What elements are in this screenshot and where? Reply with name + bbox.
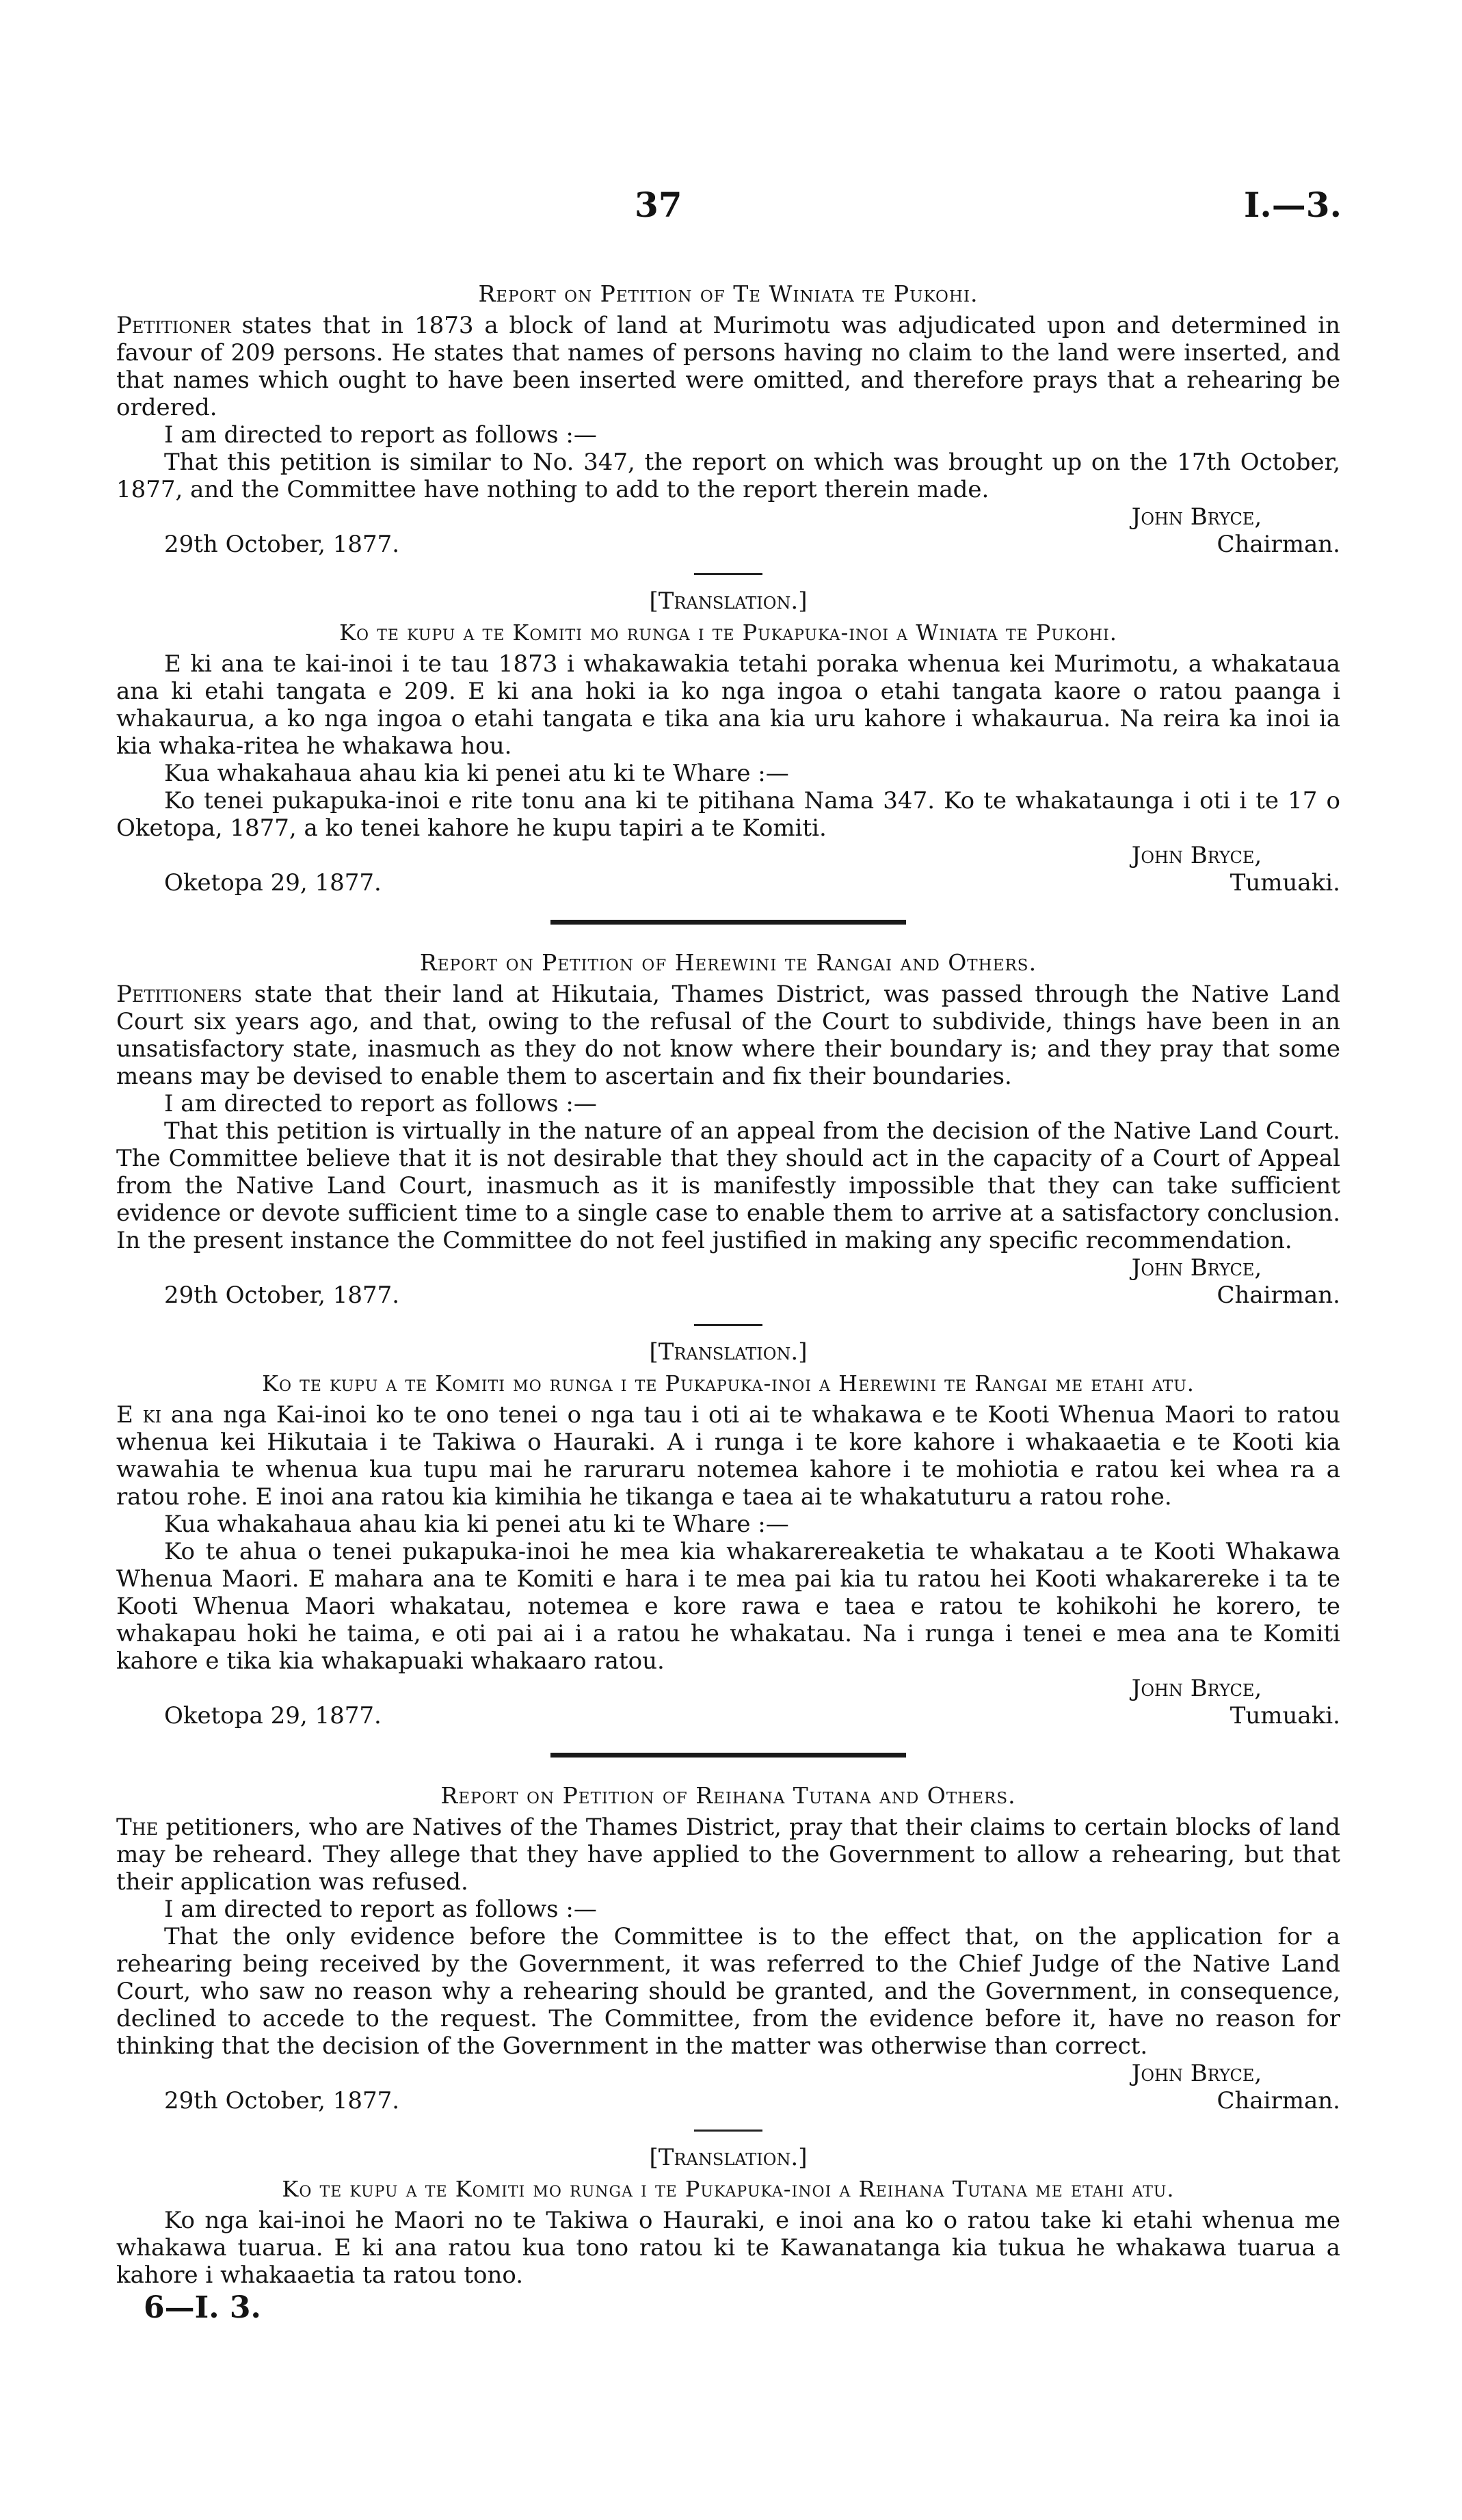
signer-name: John Bryce,	[1131, 1675, 1262, 1702]
report-herewini	[116, 949, 1340, 1309]
short-divider	[694, 573, 762, 575]
signature-block	[116, 1675, 1340, 1729]
paragraph-text: state that their land at Hikutaia, Thames District, was passed through the Native Land Court six years ago, and that, owing to the refusal of the Court to subdivide, things have been in an unsatisfactory state, inasmuch as they do not know where their boundary is; and they pray that some means may be devised to enable them to ascertain and fix their boundaries.	[116, 981, 1340, 1090]
report-date: 29th October, 1877.	[164, 1282, 400, 1309]
signer-role: Chairman.	[1217, 531, 1340, 558]
paragraph-text: petitioners, who are Natives of the Thames District, pray that their claims to certain blocks of land may be reheard. They allege that they have applied to the Government to allow a rehearing, but that their application was refused.	[116, 1814, 1340, 1896]
signer-role: Tumuaki.	[1230, 869, 1340, 897]
translation-label: [Translation.]	[649, 2144, 808, 2171]
paper-reference: I.—3.	[1244, 185, 1342, 225]
lead-word: The	[116, 1814, 159, 1841]
report-date: Oketopa 29, 1877.	[164, 869, 382, 897]
paragraph	[116, 981, 1340, 1090]
section-title: Ko te kupu a te Komiti mo runga i te Pukapuka-inoi a Herewini te Rangai me etahi atu.	[262, 1370, 1195, 1396]
signer-name: John Bryce,	[1131, 1254, 1262, 1282]
lead-word: E ki	[116, 1401, 162, 1429]
paragraph: That this petition is virtually in the nature of an appeal from the decision of the Native Land Court. The Committee believe that it is not desirable that they should act in the capacity of a Court of Appeal from the Native Land Court, inasmuch as it is manifestly impossible that they can take sufficient evidence or devote sufficient time to a single case to enable them to arrive at a satisfactory conclusion. In the present instance the Committee do not feel justified in making any specific recommendation.	[116, 1117, 1340, 1254]
translation-label: [Translation.]	[649, 587, 808, 615]
short-divider	[694, 2130, 762, 2132]
paragraph: Kua whakahaua ahau kia ki penei atu ki te Whare :—	[164, 760, 789, 787]
translation-label: [Translation.]	[649, 1338, 808, 1366]
signer-role: Chairman.	[1217, 2087, 1340, 2114]
paragraph-text: ana nga Kai-inoi ko te ono tenei o nga tau i oti ai te whakawa e te Kooti Whenua Maori to ratou whenua kei Hikutaia i te Takiwa o Hauraki. A i runga i te kore kahore i whakaaetia e te Kooti kia wawahia te whenua kua tupu mai he raruraru notemea kahore i te mohiotia e ratou kei whea ra a ratou rohe. E inoi ana ratou kia kimihia he tikanga e taea ai te whakatuturu a ratou rohe.	[116, 1401, 1340, 1511]
paragraph: I am directed to report as follows :—	[164, 421, 597, 449]
page-number: 37	[635, 185, 682, 225]
paragraph: Kua whakahaua ahau kia ki penei atu ki te Whare :—	[164, 1511, 789, 1538]
signer-name: John Bryce,	[1131, 503, 1262, 531]
paragraph: Ko te ahua o tenei pukapuka-inoi he mea kia whakarereaketia te whakatau a te Kooti Whakawa Whenua Maori. E mahara ana te Komiti e hara i te mea pai kia tu ratou hei Kooti whakarereke i ta te Kooti Whenua Maori whakatau, notemea e kore rawa e taea e ratou te kohikohi he korero, te whakapau hoki he taima, e oti pai ai i a ratou he whakatau. Na i runga i tenei e mea ana te Komiti kahore e tika kia whakapuaki whakaaro ratou.	[116, 1538, 1340, 1675]
report-date: Oketopa 29, 1877.	[164, 1702, 382, 1729]
signature-block	[116, 1254, 1340, 1309]
report-date: 29th October, 1877.	[164, 2087, 400, 2114]
paragraph-text: states that in 1873 a block of land at Murimotu was adjudicated upon and determined in favour of 209 persons. He states that names of persons having no claim to the land were inserted, and that names which ought to have been inserted were omitted, and therefore prays that a rehearing be ordered.	[116, 312, 1340, 421]
short-divider	[694, 1324, 762, 1326]
signer-name: John Bryce,	[1131, 2060, 1262, 2087]
report-date: 29th October, 1877.	[164, 531, 400, 558]
signature-block	[116, 503, 1340, 558]
translation-herewini	[116, 1338, 1340, 1729]
translation-reihana	[116, 2144, 1340, 2289]
section-title: Ko te kupu a te Komiti mo runga i te Pukapuka-inoi a Reihana Tutana me etahi atu.	[282, 2176, 1175, 2202]
signer-role: Chairman.	[1217, 1282, 1340, 1309]
section-title: Ko te kupu a te Komiti mo runga i te Pukapuka-inoi a Winiata te Pukohi.	[339, 620, 1117, 646]
lead-word: Petitioners	[116, 981, 243, 1008]
report-winiata	[116, 280, 1340, 558]
section-title: Report on Petition of Herewini te Rangai and Others.	[419, 949, 1037, 976]
report-reihana	[116, 1782, 1340, 2114]
paragraph	[116, 312, 1340, 421]
paragraph: Ko nga kai-inoi he Maori no te Takiwa o Hauraki, e inoi ana ko o ratou take ki etahi whenua me whakawa tuarua. E ki ana ratou kua tono ratou ki te Kawanatanga kia tukua he whakawa tuarua a kahore i whakaaetia ta ratou tono.	[116, 2207, 1340, 2289]
paragraph	[116, 1401, 1340, 1511]
paragraph: That this petition is similar to No. 347, the report on which was brought up on the 17th October, 1877, and the Committee have nothing to add to the report therein made.	[116, 449, 1340, 503]
section-title: Report on Petition of Te Winiata te Pukohi.	[478, 280, 979, 307]
translation-winiata	[116, 587, 1340, 897]
paragraph: I am directed to report as follows :—	[164, 1090, 597, 1117]
document-body	[116, 185, 1340, 2325]
signer-name: John Bryce,	[1131, 842, 1262, 869]
paragraph: Ko tenei pukapuka-inoi e rite tonu ana ki te pitihana Nama 347. Ko te whakataunga i oti i te 17 o Oketopa, 1877, a ko tenei kahore he kupu tapiri a te Komiti.	[116, 787, 1340, 842]
paragraph	[116, 1814, 1340, 1896]
paragraph: I am directed to report as follows :—	[164, 1896, 597, 1923]
signer-role: Tumuaki.	[1230, 1702, 1340, 1729]
signature-block	[116, 842, 1340, 897]
paragraph: That the only evidence before the Committee is to the effect that, on the application for a rehearing being received by the Government, it was referred to the Chief Judge of the Native Land Court, who saw no reason why a rehearing should be granted, and the Government, in consequence, declined to accede to the request. The Committee, from the evidence before it, have no reason for thinking that the decision of the Government in the matter was otherwise than correct.	[116, 1923, 1340, 2060]
printer-signature-mark: 6—I. 3.	[144, 2290, 261, 2325]
section-divider	[550, 1753, 906, 1758]
lead-word: Petitioner	[116, 312, 231, 339]
paragraph: E ki ana te kai-inoi i te tau 1873 i whakawakia tetahi poraka whenua kei Murimotu, a whakataua ana ki etahi tangata e 209. E ki ana hoki ia ko nga ingoa o etahi tangata kaore o ratou paanga i whakaurua, a ko nga ingoa o etahi tangata e tika ana kia uru kahore i whakaurua. Na reira ka inoi ia kia whaka-ritea he whakawa hou.	[116, 650, 1340, 760]
section-title: Report on Petition of Reihana Tutana and Others.	[440, 1782, 1016, 1809]
section-divider	[550, 920, 906, 925]
signature-block	[116, 2060, 1340, 2114]
